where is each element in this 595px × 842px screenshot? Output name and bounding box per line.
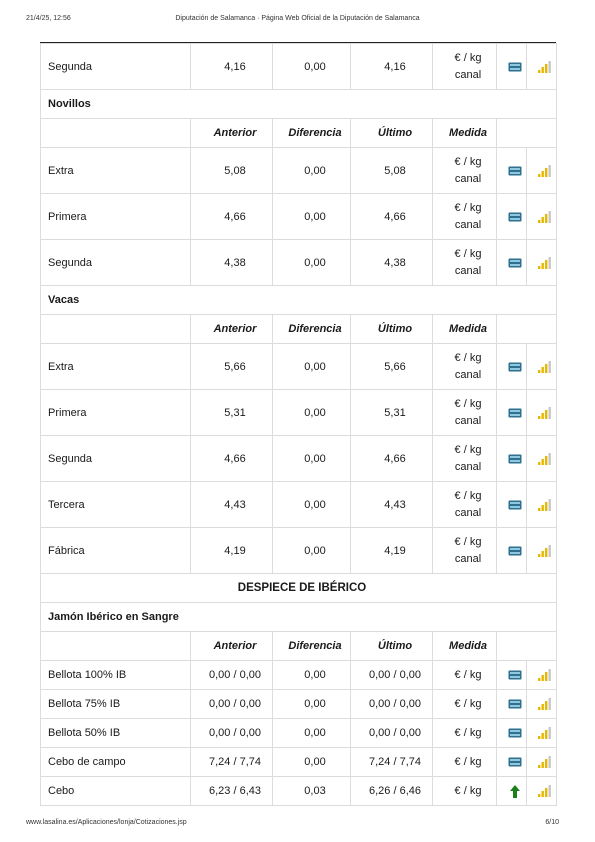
print-url: www.lasalina.es/Aplicaciones/lonja/Cotizaciones.jsp: [26, 819, 187, 826]
medida-value: [433, 482, 497, 528]
chart-link[interactable]: [527, 690, 557, 719]
signal-bars-icon: [538, 785, 552, 797]
medida-value: [433, 344, 497, 390]
section-row: [41, 90, 557, 119]
row-label: Bellota 75% IB: [41, 690, 191, 719]
ultimo-value: 0,00 / 0,00: [351, 690, 433, 719]
anterior-value: 6,23 / 6,43: [191, 777, 273, 806]
medida-basis: canal: [454, 368, 482, 381]
medida-value: [433, 148, 497, 194]
medida-basis: canal: [454, 460, 482, 473]
medida-value: [433, 194, 497, 240]
signal-bars-icon: [538, 698, 552, 710]
medida-value: € / kg: [433, 661, 497, 690]
header-diferencia: Diferencia: [273, 315, 351, 344]
ultimo-value: 4,19: [351, 528, 433, 574]
diferencia-value: 0,00: [273, 390, 351, 436]
signal-bars-icon: [538, 756, 552, 768]
trend-cell: [497, 748, 527, 777]
ultimo-value: 4,16: [351, 44, 433, 90]
row-label: Cebo: [41, 777, 191, 806]
table-row: [41, 240, 557, 286]
row-label: Segunda: [41, 240, 191, 286]
row-label: Extra: [41, 344, 191, 390]
table-row: [41, 390, 557, 436]
table-row: [41, 148, 557, 194]
stable-trend-icon: [508, 258, 522, 268]
header-blank: [41, 632, 191, 661]
trend-cell: [497, 436, 527, 482]
ultimo-value: 0,00 / 0,00: [351, 719, 433, 748]
anterior-value: 5,31: [191, 390, 273, 436]
stable-trend-icon: [508, 62, 522, 72]
medida-unit: € / kg: [454, 51, 482, 64]
chart-link[interactable]: [527, 661, 557, 690]
table-row: [41, 44, 557, 90]
row-label: Bellota 50% IB: [41, 719, 191, 748]
chart-link[interactable]: [527, 748, 557, 777]
print-page-number: 6/10: [545, 819, 559, 826]
medida-unit: € / kg: [454, 489, 482, 502]
diferencia-value: 0,00: [273, 436, 351, 482]
row-label: Fábrica: [41, 528, 191, 574]
header-ultimo: Último: [351, 119, 433, 148]
up-arrow-icon: [510, 785, 520, 798]
trend-cell: [497, 44, 527, 90]
anterior-value: 5,08: [191, 148, 273, 194]
medida-basis: canal: [454, 552, 482, 565]
table-row: [41, 748, 557, 777]
anterior-value: 0,00 / 0,00: [191, 719, 273, 748]
row-label: Segunda: [41, 44, 191, 90]
diferencia-value: 0,03: [273, 777, 351, 806]
signal-bars-icon: [538, 361, 552, 373]
header-medida: Medida: [433, 315, 497, 344]
medida-unit: € / kg: [454, 351, 482, 364]
signal-bars-icon: [538, 669, 552, 681]
row-label: Tercera: [41, 482, 191, 528]
header-icons-blank: [497, 632, 557, 661]
header-anterior: Anterior: [191, 119, 273, 148]
diferencia-value: 0,00: [273, 719, 351, 748]
medida-basis: canal: [454, 218, 482, 231]
header-diferencia: Diferencia: [273, 119, 351, 148]
diferencia-value: 0,00: [273, 44, 351, 90]
table-row: [41, 344, 557, 390]
section-vacas: Vacas: [41, 286, 557, 315]
chart-link[interactable]: [527, 777, 557, 806]
chart-link[interactable]: [527, 482, 557, 528]
section-row: [41, 603, 557, 632]
medida-basis: canal: [454, 68, 482, 81]
row-label: Extra: [41, 148, 191, 194]
chart-link[interactable]: [527, 344, 557, 390]
signal-bars-icon: [538, 453, 552, 465]
medida-value: € / kg: [433, 748, 497, 777]
anterior-value: 4,38: [191, 240, 273, 286]
chart-link[interactable]: [527, 44, 557, 90]
signal-bars-icon: [538, 407, 552, 419]
table-row: [41, 777, 557, 806]
medida-unit: € / kg: [454, 535, 482, 548]
header-diferencia: Diferencia: [273, 632, 351, 661]
trend-cell: [497, 528, 527, 574]
chart-link[interactable]: [527, 436, 557, 482]
trend-cell: [497, 661, 527, 690]
header-blank: [41, 119, 191, 148]
column-header-row: [41, 315, 557, 344]
trend-cell: [497, 148, 527, 194]
trend-cell: [497, 240, 527, 286]
ultimo-value: 5,31: [351, 390, 433, 436]
table-row: [41, 482, 557, 528]
section-jamon-iberico: Jamón Ibérico en Sangre: [41, 603, 557, 632]
print-header: [0, 15, 595, 29]
medida-value: [433, 240, 497, 286]
medida-unit: € / kg: [454, 397, 482, 410]
chart-link[interactable]: [527, 148, 557, 194]
row-label: Primera: [41, 390, 191, 436]
anterior-value: 0,00 / 0,00: [191, 661, 273, 690]
trend-cell: [497, 719, 527, 748]
diferencia-value: 0,00: [273, 748, 351, 777]
ultimo-value: 4,43: [351, 482, 433, 528]
medida-value: € / kg: [433, 690, 497, 719]
medida-basis: canal: [454, 172, 482, 185]
anterior-value: 5,66: [191, 344, 273, 390]
diferencia-value: 0,00: [273, 661, 351, 690]
signal-bars-icon: [538, 257, 552, 269]
row-label: Segunda: [41, 436, 191, 482]
section-row: [41, 286, 557, 315]
header-icons-blank: [497, 119, 557, 148]
header-anterior: Anterior: [191, 632, 273, 661]
section-novillos: Novillos: [41, 90, 557, 119]
cotizaciones-table: [40, 43, 557, 806]
header-anterior: Anterior: [191, 315, 273, 344]
medida-value: € / kg: [433, 777, 497, 806]
anterior-value: 4,43: [191, 482, 273, 528]
row-label: Primera: [41, 194, 191, 240]
anterior-value: 7,24 / 7,74: [191, 748, 273, 777]
anterior-value: 4,66: [191, 194, 273, 240]
trend-cell: [497, 690, 527, 719]
diferencia-value: 0,00: [273, 240, 351, 286]
column-header-row: [41, 632, 557, 661]
signal-bars-icon: [538, 545, 552, 557]
chart-link[interactable]: [527, 240, 557, 286]
signal-bars-icon: [538, 211, 552, 223]
trend-cell: [497, 194, 527, 240]
signal-bars-icon: [538, 727, 552, 739]
print-page-title: Diputación de Salamanca · Página Web Oficial de la Diputación de Salamanca: [175, 15, 420, 22]
header-medida: Medida: [433, 632, 497, 661]
signal-bars-icon: [538, 499, 552, 511]
medida-basis: canal: [454, 414, 482, 427]
stable-trend-icon: [508, 408, 522, 418]
diferencia-value: 0,00: [273, 690, 351, 719]
row-label: Bellota 100% IB: [41, 661, 191, 690]
medida-value: [433, 528, 497, 574]
section-title-row: [41, 574, 557, 603]
diferencia-value: 0,00: [273, 194, 351, 240]
medida-unit: € / kg: [454, 155, 482, 168]
ultimo-value: 0,00 / 0,00: [351, 661, 433, 690]
stable-trend-icon: [508, 699, 522, 709]
ultimo-value: 4,66: [351, 194, 433, 240]
print-datetime: 21/4/25, 12:56: [26, 15, 71, 22]
table-row: [41, 690, 557, 719]
stable-trend-icon: [508, 546, 522, 556]
stable-trend-icon: [508, 166, 522, 176]
stable-trend-icon: [508, 362, 522, 372]
ultimo-value: 5,66: [351, 344, 433, 390]
trend-cell: [497, 777, 527, 806]
chart-link[interactable]: [527, 528, 557, 574]
header-medida: Medida: [433, 119, 497, 148]
chart-link[interactable]: [527, 194, 557, 240]
table-row: [41, 528, 557, 574]
stable-trend-icon: [508, 728, 522, 738]
table-row: [41, 436, 557, 482]
trend-cell: [497, 390, 527, 436]
medida-unit: € / kg: [454, 247, 482, 260]
ultimo-value: 7,24 / 7,74: [351, 748, 433, 777]
chart-link[interactable]: [527, 719, 557, 748]
header-icons-blank: [497, 315, 557, 344]
anterior-value: 0,00 / 0,00: [191, 690, 273, 719]
header-blank: [41, 315, 191, 344]
medida-value: [433, 436, 497, 482]
anterior-value: 4,19: [191, 528, 273, 574]
table-row: [41, 719, 557, 748]
signal-bars-icon: [538, 165, 552, 177]
medida-value: [433, 390, 497, 436]
diferencia-value: 0,00: [273, 148, 351, 194]
stable-trend-icon: [508, 670, 522, 680]
trend-cell: [497, 344, 527, 390]
anterior-value: 4,66: [191, 436, 273, 482]
header-ultimo: Último: [351, 315, 433, 344]
column-header-row: [41, 119, 557, 148]
medida-unit: € / kg: [454, 201, 482, 214]
chart-link[interactable]: [527, 390, 557, 436]
medida-value: € / kg: [433, 719, 497, 748]
trend-cell: [497, 482, 527, 528]
stable-trend-icon: [508, 454, 522, 464]
ultimo-value: 5,08: [351, 148, 433, 194]
table-row: [41, 661, 557, 690]
print-footer: [0, 819, 595, 833]
medida-basis: canal: [454, 506, 482, 519]
stable-trend-icon: [508, 757, 522, 767]
section-title: DESPIECE DE IBÉRICO: [41, 574, 557, 603]
row-label: Cebo de campo: [41, 748, 191, 777]
ultimo-value: 6,26 / 6,46: [351, 777, 433, 806]
signal-bars-icon: [538, 61, 552, 73]
diferencia-value: 0,00: [273, 528, 351, 574]
medida-basis: canal: [454, 264, 482, 277]
ultimo-value: 4,66: [351, 436, 433, 482]
diferencia-value: 0,00: [273, 344, 351, 390]
anterior-value: 4,16: [191, 44, 273, 90]
table-row: [41, 194, 557, 240]
ultimo-value: 4,38: [351, 240, 433, 286]
medida-unit: € / kg: [454, 443, 482, 456]
header-ultimo: Último: [351, 632, 433, 661]
stable-trend-icon: [508, 500, 522, 510]
medida-value: [433, 44, 497, 90]
stable-trend-icon: [508, 212, 522, 222]
diferencia-value: 0,00: [273, 482, 351, 528]
